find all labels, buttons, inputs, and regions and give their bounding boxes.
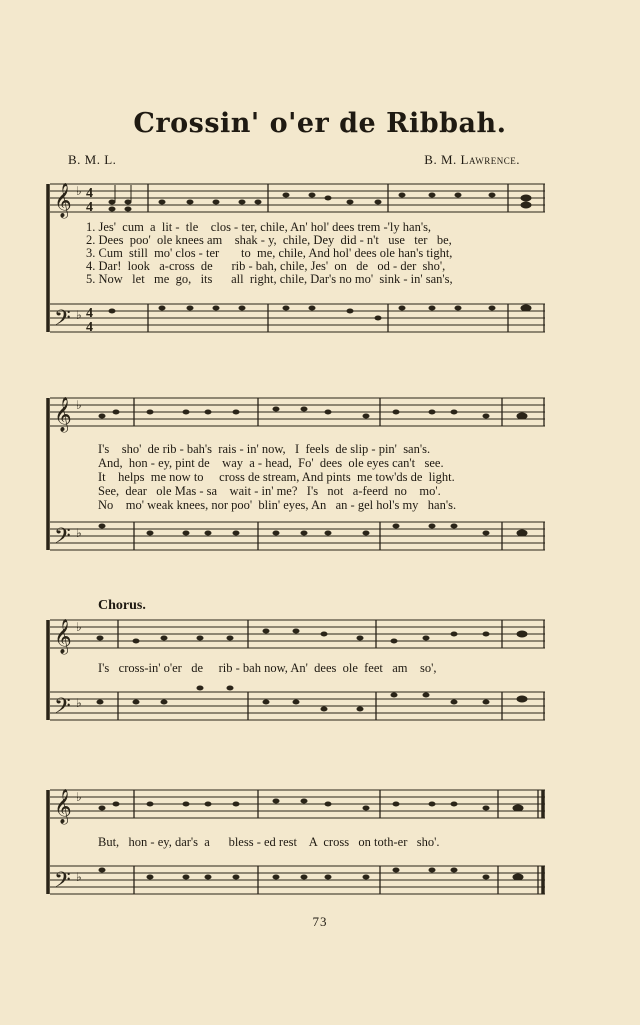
svg-text:4: 4: [86, 186, 93, 201]
chorus-lyrics: [40, 662, 550, 678]
bass-staff: [50, 304, 545, 332]
svg-text:♭: ♭: [76, 790, 82, 804]
svg-text:𝄞: 𝄞: [54, 184, 72, 217]
treble-staff: [50, 184, 545, 212]
svg-text:𝄢: 𝄢: [54, 524, 71, 553]
verse-line-2: 2. Dees poo' ole knees am shak - y, chile, Dey did - n't use ter be,: [86, 233, 452, 247]
final-line: But, hon - ey, dar's a bless - ed rest A cross on toth-er sho'.: [98, 835, 440, 849]
refrain-line-1: I's sho' de rib - bah's rais - in' now, I feels de slip - pin' san's.: [98, 442, 431, 456]
refrain-line-5: No mo' weak knees, nor poo' blin' eyes, An an - gel hol's my han's.: [98, 498, 457, 512]
svg-text:4: 4: [86, 200, 93, 215]
svg-text:𝄞: 𝄞: [54, 790, 72, 823]
svg-text:4: 4: [86, 320, 93, 335]
composer-credit: B. M. Lawrence.: [424, 152, 520, 167]
refrain-line-3: It helps me now to cross de stream, And pints me tow'ds de light.: [98, 470, 455, 484]
lyricist-credit: B. M. L.: [68, 152, 117, 167]
svg-text:♭: ♭: [76, 308, 82, 322]
svg-text:♭: ♭: [76, 184, 82, 198]
verse-line-4: 4. Dar! look a-cross de rib - bah, chile, Jes' on de od - der sho',: [86, 259, 446, 273]
verse-line-3: 3. Cum still mo' clos - ter to me, chile, And hol' dees ole han's tight,: [86, 246, 453, 260]
final-lyrics: [40, 836, 550, 852]
svg-text:♭: ♭: [76, 620, 82, 634]
svg-text:4: 4: [86, 306, 93, 321]
svg-text:𝄞: 𝄞: [54, 620, 72, 653]
chorus-label: Chorus.: [98, 598, 146, 613]
svg-text:♭: ♭: [76, 696, 82, 710]
svg-text:𝄞: 𝄞: [54, 398, 72, 431]
chorus-line: I's cross-in' o'er de rib - bah now, An' dees ole feet am so',: [98, 661, 437, 675]
verse-line-1: 1. Jes' cum a lit - tle clos - ter, chile, An' hol' dees trem -'ly han's,: [86, 220, 432, 234]
hymn-title: Crossin' o'er de Ribbah.: [133, 108, 507, 139]
verse-line-5: 5. Now let me go, its all right, chile, Dar's no mo' sink - in' san's,: [86, 272, 453, 286]
page-number: 73: [312, 914, 328, 929]
refrain-line-4: See, dear ole Mas - sa wait - in' me? I's not a-feerd no mo'.: [98, 484, 441, 498]
refrain-line-2: And, hon - ey, pint de way a - head, Fo' dees ole eyes can't see.: [98, 456, 444, 470]
svg-text:♭: ♭: [76, 526, 82, 540]
svg-text:𝄢: 𝄢: [54, 306, 71, 335]
svg-text:𝄢: 𝄢: [54, 868, 71, 897]
refrain-lyrics: [40, 443, 550, 513]
verse-lyrics: [40, 221, 550, 291]
svg-text:𝄢: 𝄢: [54, 694, 71, 723]
svg-text:♭: ♭: [76, 398, 82, 412]
svg-text:♭: ♭: [76, 870, 82, 884]
